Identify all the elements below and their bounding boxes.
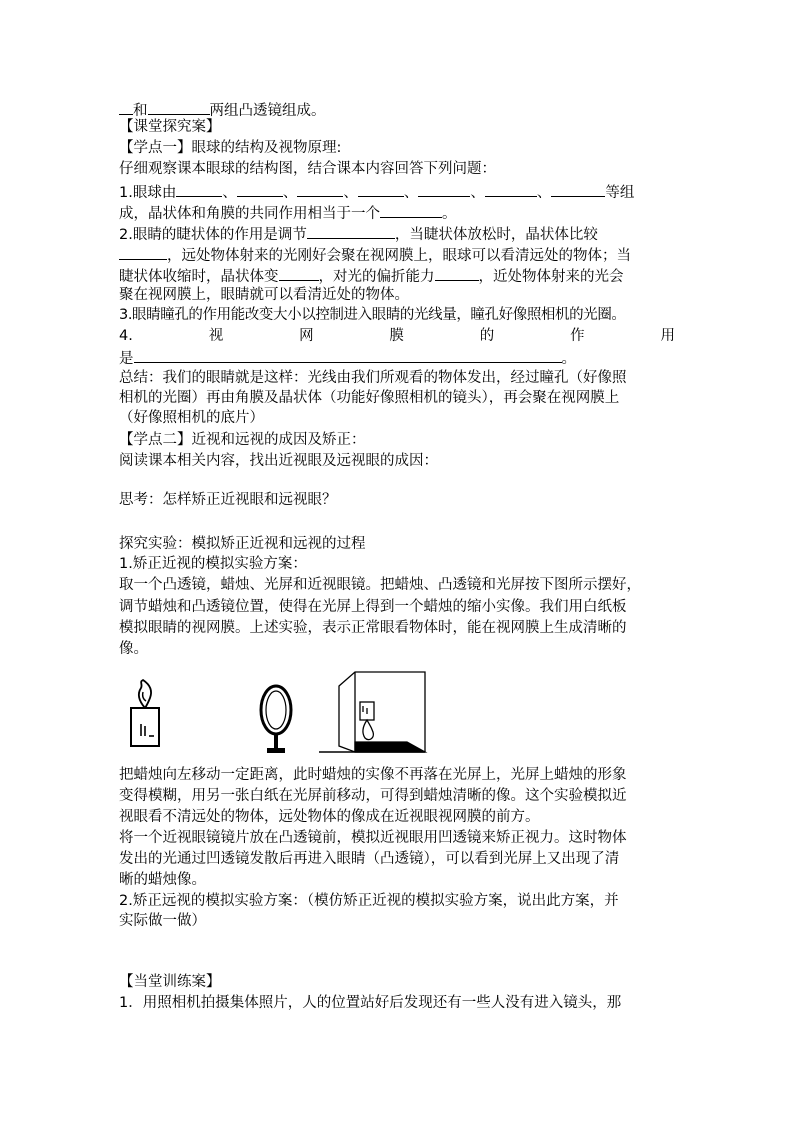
lens-line-2: 发出的光通过凹透镜发散后再进入眼睛（凸透镜），可以看到光屏上又出现了清 — [119, 851, 620, 867]
answer-blank[interactable] — [237, 181, 283, 197]
lens-line-3: 晰的蜡烛像。 — [119, 872, 206, 888]
candle-drawing — [131, 680, 159, 746]
answer-blank[interactable] — [358, 181, 404, 197]
q2-line-1: 2.眼睛的睫状体的作用是调节 ，当睫状体放松时，晶状体比较 — [119, 223, 679, 245]
q2-line-3: 睫状体收缩时，晶状体变 ，对光的偏折能力 ，近处物体射来的光会 — [119, 265, 679, 287]
answer-blank[interactable] — [119, 244, 167, 260]
q1-line-2: 成，晶状体和角膜的共同作用相当于一个 。 — [119, 202, 679, 224]
move-line-3: 视眼看不清远处的物体，远处物体的像成在近视眼视网膜的前方。 — [119, 809, 540, 825]
answer-blank[interactable] — [485, 181, 537, 197]
summary-line-1: 总结：我们的眼睛就是这样：光线由我们所观看的物体发出，经过瞳孔（好像照 — [119, 370, 627, 386]
answer-blank[interactable] — [119, 99, 133, 115]
answer-blank[interactable] — [176, 181, 222, 197]
q4-line-2: 是 。 — [119, 347, 679, 369]
point1-title: 【学点一】眼球的结构及视物原理: — [119, 140, 342, 156]
plan2-line-1: 2.矫正远视的模拟实验方案：（模仿矫正近视的模拟实验方案，说出此方案，并 — [119, 893, 619, 909]
q3-line: 3.眼睛瞳孔的作用能改变大小以控制进入眼睛的光线量，瞳孔好像照相机的光圈。 — [119, 307, 626, 323]
experiment-figure — [119, 668, 439, 760]
intro-line: 和 两组凸透镜组成。 — [119, 99, 679, 121]
summary-line-2: 相机的光圈）再由角膜及晶状体（功能好像照相机的镜头），再会聚在视网膜上 — [119, 390, 620, 406]
q4-line-1: 4. 视 网 膜 的 作 用 — [119, 328, 675, 344]
move-line-1: 把蜡烛向左移动一定距离，此时蜡烛的实像不再落在光屏上，光屏上蜡烛的形象 — [119, 767, 627, 783]
point2-title: 【学点二】近视和远视的成因及矫正： — [119, 432, 366, 448]
q1-line: 1.眼球由 、 、 、 、 、 、 等组 — [119, 181, 679, 203]
answer-blank[interactable] — [435, 265, 479, 281]
plan1-line-1: 取一个凸透镜，蜡烛、光屏和近视眼镜。把蜡烛、凸透镜和光屏按下图所示摆好， — [119, 577, 641, 593]
q2-line-2: ，远处物体射来的光刚好会聚在视网膜上，眼球可以看清远处的物体；当 — [119, 244, 679, 266]
section-heading-train: 【当堂训练案】 — [119, 974, 221, 990]
answer-blank[interactable] — [307, 223, 395, 239]
convex-lens-drawing — [261, 686, 291, 753]
answer-blank[interactable] — [148, 99, 210, 115]
answer-blank[interactable] — [418, 181, 470, 197]
light-screen-drawing — [319, 672, 425, 752]
answer-blank[interactable] — [134, 347, 562, 363]
plan2-line-2: 实际做一做） — [119, 913, 206, 929]
point2-think: 思考：怎样矫正近视眼和远视眼？ — [119, 492, 337, 508]
train-q1-line: 1．用照相机拍摄集体照片，人的位置站好后发现还有一些人没有进入镜头，那 — [119, 995, 622, 1011]
move-line-2: 变得模糊，用另一张白纸在光屏前移动，可得到蜡烛清晰的像。这个实验模拟近 — [119, 788, 627, 804]
plan1-line-3: 模拟眼睛的视网膜。上述实验，表示正常眼看物体时，能在视网膜上生成清晰的 — [119, 620, 627, 636]
plan1-line-4: 像。 — [119, 641, 148, 657]
summary-line-3: （好像照相机的底片） — [119, 410, 264, 426]
answer-blank[interactable] — [380, 202, 442, 218]
answer-blank[interactable] — [279, 265, 319, 281]
point2-experiment: 探究实验：模拟矫正近视和远视的过程 — [119, 536, 366, 552]
q2-line-4: 聚在视网膜上，眼睛就可以看清近处的物体。 — [119, 287, 409, 303]
lens-line-1: 将一个近视眼镜镜片放在凸透镜前，模拟近视眼用凹透镜来矫正视力。这时物体 — [119, 830, 627, 846]
section-heading-class: 【课堂探究案】 — [119, 119, 221, 135]
plan1-line-2: 调节蜡烛和凸透镜位置，使得在光屏上得到一个蜡烛的缩小实像。我们用白纸板 — [119, 599, 627, 615]
point1-instruction: 仔细观察课本眼球的结构图，结合课本内容回答下列问题： — [119, 161, 496, 177]
plan1-title: 1.矫正近视的模拟实验方案： — [119, 556, 307, 572]
answer-blank[interactable] — [551, 181, 605, 197]
answer-blank[interactable] — [297, 181, 343, 197]
point2-read: 阅读课本相关内容，找出近视眼及远视眼的成因： — [119, 453, 438, 469]
